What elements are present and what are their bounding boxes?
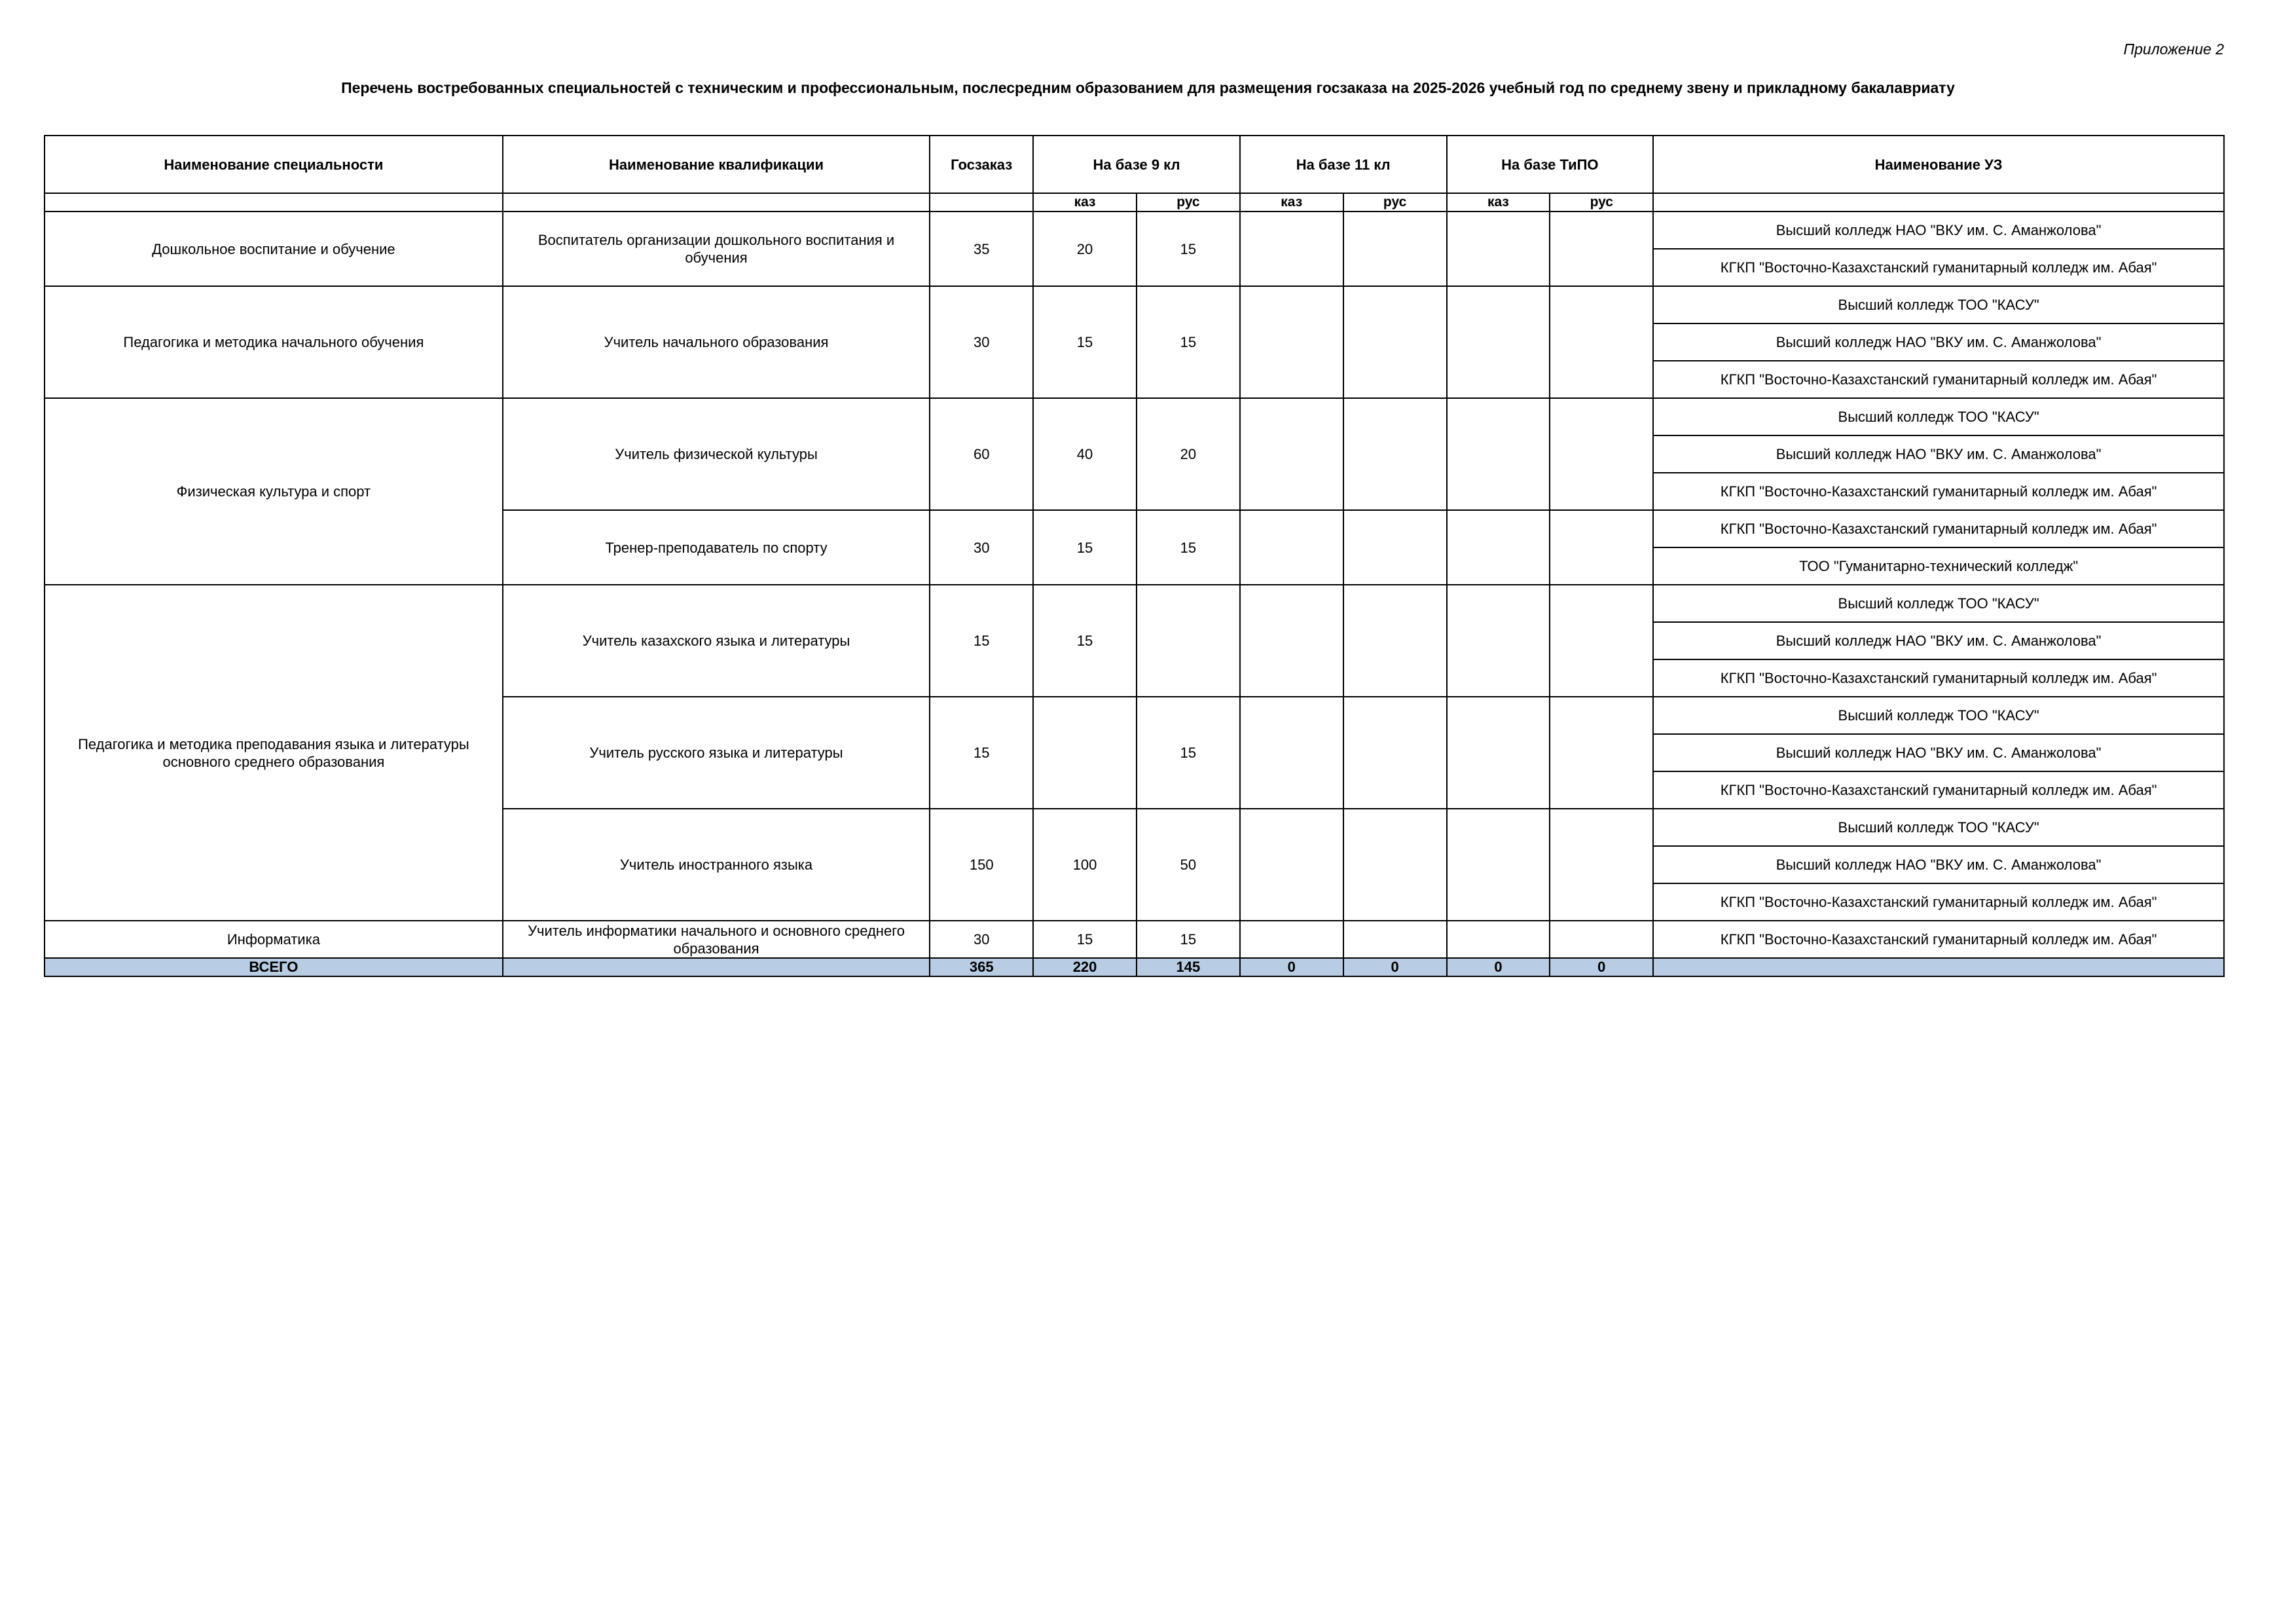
institution-name: КГКП "Восточно-Казахстанский гуманитарный колледж им. Абая" <box>1653 473 2224 510</box>
subheader-empty <box>1653 193 2224 212</box>
total-base9-kaz: 220 <box>1033 958 1137 976</box>
qualification-name: Учитель физической культуры <box>503 398 930 510</box>
header-institution: Наименование УЗ <box>1653 136 2224 193</box>
total-qualification <box>503 958 930 976</box>
subheader-tipo-kaz: каз <box>1447 193 1550 212</box>
base11-rus-count <box>1343 510 1447 585</box>
base9-kaz-count: 15 <box>1033 286 1137 398</box>
order-count: 150 <box>930 809 1033 921</box>
order-count: 60 <box>930 398 1033 510</box>
header-row <box>45 136 2224 193</box>
order-count: 15 <box>930 585 1033 697</box>
qualification-name: Учитель информатики начального и основного среднего образования <box>503 921 930 958</box>
order-count: 30 <box>930 286 1033 398</box>
base11-kaz-count <box>1240 286 1343 398</box>
base9-rus-count: 50 <box>1137 809 1240 921</box>
subheader-base11-rus: рус <box>1343 193 1447 212</box>
specialty-name: Физическая культура и спорт <box>45 398 503 585</box>
order-count: 30 <box>930 921 1033 958</box>
header-qualification: Наименование квалификации <box>503 136 930 193</box>
institution-name: КГКП "Восточно-Казахстанский гуманитарный колледж им. Абая" <box>1653 659 2224 697</box>
tipo-kaz-count <box>1447 585 1550 697</box>
base9-rus-count: 15 <box>1137 921 1240 958</box>
tipo-rus-count <box>1550 286 1653 398</box>
base9-kaz-count: 40 <box>1033 398 1137 510</box>
table-body <box>45 136 2224 976</box>
base11-rus-count <box>1343 697 1447 809</box>
subheader-tipo-rus: рус <box>1550 193 1653 212</box>
specialty-name: Информатика <box>45 921 503 958</box>
institution-name: ТОО "Гуманитарно-технический колледж" <box>1653 547 2224 585</box>
tipo-kaz-count <box>1447 398 1550 510</box>
tipo-rus-count <box>1550 398 1653 510</box>
subheader-empty <box>930 193 1033 212</box>
specialty-name: Педагогика и методика начального обучения <box>45 286 503 398</box>
base9-kaz-count: 15 <box>1033 921 1137 958</box>
institution-name: Высший колледж НАО "ВКУ им. С. Аманжолова" <box>1653 212 2224 249</box>
header-base-9: На базе 9 кл <box>1033 136 1240 193</box>
base11-rus-count <box>1343 921 1447 958</box>
specialty-name: Дошкольное воспитание и обучение <box>45 212 503 286</box>
institution-name: Высший колледж ТОО "КАСУ" <box>1653 286 2224 323</box>
specialty-name: Педагогика и методика преподавания языка и литературы основного среднего образования <box>45 585 503 921</box>
institution-name: КГКП "Восточно-Казахстанский гуманитарный колледж им. Абая" <box>1653 771 2224 809</box>
subheader-empty <box>45 193 503 212</box>
tipo-rus-count <box>1550 585 1653 697</box>
total-order: 365 <box>930 958 1033 976</box>
total-label: ВСЕГО <box>45 958 503 976</box>
tipo-rus-count <box>1550 510 1653 585</box>
base9-rus-count: 15 <box>1137 286 1240 398</box>
institution-name: Высший колледж НАО "ВКУ им. С. Аманжолова" <box>1653 846 2224 883</box>
tipo-rus-count <box>1550 212 1653 286</box>
base11-rus-count <box>1343 398 1447 510</box>
base9-rus-count: 15 <box>1137 697 1240 809</box>
tipo-rus-count <box>1550 809 1653 921</box>
qualification-name: Воспитатель организации дошкольного воспитания и обучения <box>503 212 930 286</box>
institution-name: КГКП "Восточно-Казахстанский гуманитарный колледж им. Абая" <box>1653 510 2224 547</box>
base11-kaz-count <box>1240 212 1343 286</box>
qualification-name: Тренер-преподаватель по спорту <box>503 510 930 585</box>
qualification-name: Учитель русского языка и литературы <box>503 697 930 809</box>
subheader-base9-rus: рус <box>1137 193 1240 212</box>
base11-kaz-count <box>1240 398 1343 510</box>
institution-name: Высший колледж ТОО "КАСУ" <box>1653 585 2224 622</box>
institution-name: КГКП "Восточно-Казахстанский гуманитарный колледж им. Абая" <box>1653 249 2224 286</box>
base9-kaz-count: 100 <box>1033 809 1137 921</box>
institution-name: КГКП "Восточно-Казахстанский гуманитарный колледж им. Абая" <box>1653 361 2224 398</box>
institution-name: Высший колледж НАО "ВКУ им. С. Аманжолова" <box>1653 734 2224 771</box>
institution-name: КГКП "Восточно-Казахстанский гуманитарный колледж им. Абая" <box>1653 883 2224 921</box>
base9-rus-count: 20 <box>1137 398 1240 510</box>
order-count: 15 <box>930 697 1033 809</box>
base11-rus-count <box>1343 585 1447 697</box>
table-row <box>45 921 2224 958</box>
document-title: Перечень востребованных специальностей с техническим и профессиональным, послесредним образованием для размещения госзаказа на 2025-2026 учебный год по среднему звену и прикладному бакалавриату <box>341 79 1955 96</box>
subheader-empty <box>503 193 930 212</box>
order-count: 35 <box>930 212 1033 286</box>
header-specialty: Наименование специальности <box>45 136 503 193</box>
table-row <box>45 398 2224 435</box>
base9-rus-count: 15 <box>1137 212 1240 286</box>
tipo-kaz-count <box>1447 212 1550 286</box>
header-base-11: На базе 11 кл <box>1240 136 1447 193</box>
qualification-name: Учитель казахского языка и литературы <box>503 585 930 697</box>
total-tipo-rus: 0 <box>1550 958 1653 976</box>
total-base11-rus: 0 <box>1343 958 1447 976</box>
tipo-kaz-count <box>1447 697 1550 809</box>
subheader-row <box>45 193 2224 212</box>
institution-name: КГКП "Восточно-Казахстанский гуманитарный колледж им. Абая" <box>1653 921 2224 958</box>
base9-kaz-count <box>1033 697 1137 809</box>
base11-rus-count <box>1343 809 1447 921</box>
total-base11-kaz: 0 <box>1240 958 1343 976</box>
base11-kaz-count <box>1240 697 1343 809</box>
base11-rus-count <box>1343 286 1447 398</box>
tipo-rus-count <box>1550 697 1653 809</box>
table-row <box>45 212 2224 249</box>
total-base9-rus: 145 <box>1137 958 1240 976</box>
tipo-rus-count <box>1550 921 1653 958</box>
qualification-name: Учитель начального образования <box>503 286 930 398</box>
appendix-label: Приложение 2 <box>2123 41 2224 58</box>
base9-rus-count: 15 <box>1137 510 1240 585</box>
total-row <box>45 958 2224 976</box>
table-row <box>45 286 2224 323</box>
tipo-kaz-count <box>1447 286 1550 398</box>
table-row <box>45 585 2224 622</box>
base11-rus-count <box>1343 212 1447 286</box>
base9-kaz-count: 15 <box>1033 585 1137 697</box>
tipo-kaz-count <box>1447 809 1550 921</box>
order-count: 30 <box>930 510 1033 585</box>
base9-rus-count <box>1137 585 1240 697</box>
tipo-kaz-count <box>1447 510 1550 585</box>
base9-kaz-count: 15 <box>1033 510 1137 585</box>
specialties-table <box>44 135 2225 977</box>
base11-kaz-count <box>1240 510 1343 585</box>
base11-kaz-count <box>1240 921 1343 958</box>
subheader-base11-kaz: каз <box>1240 193 1343 212</box>
institution-name: Высший колледж ТОО "КАСУ" <box>1653 398 2224 435</box>
base9-kaz-count: 20 <box>1033 212 1137 286</box>
base11-kaz-count <box>1240 585 1343 697</box>
institution-name: Высший колледж ТОО "КАСУ" <box>1653 809 2224 846</box>
institution-name: Высший колледж НАО "ВКУ им. С. Аманжолова" <box>1653 435 2224 473</box>
total-institution <box>1653 958 2224 976</box>
institution-name: Высший колледж НАО "ВКУ им. С. Аманжолова" <box>1653 622 2224 659</box>
institution-name: Высший колледж НАО "ВКУ им. С. Аманжолова" <box>1653 323 2224 361</box>
header-base-tipo: На базе ТиПО <box>1447 136 1654 193</box>
qualification-name: Учитель иностранного языка <box>503 809 930 921</box>
total-tipo-kaz: 0 <box>1447 958 1550 976</box>
base11-kaz-count <box>1240 809 1343 921</box>
institution-name: Высший колледж ТОО "КАСУ" <box>1653 697 2224 734</box>
tipo-kaz-count <box>1447 921 1550 958</box>
header-order: Госзаказ <box>930 136 1033 193</box>
subheader-base9-kaz: каз <box>1033 193 1137 212</box>
